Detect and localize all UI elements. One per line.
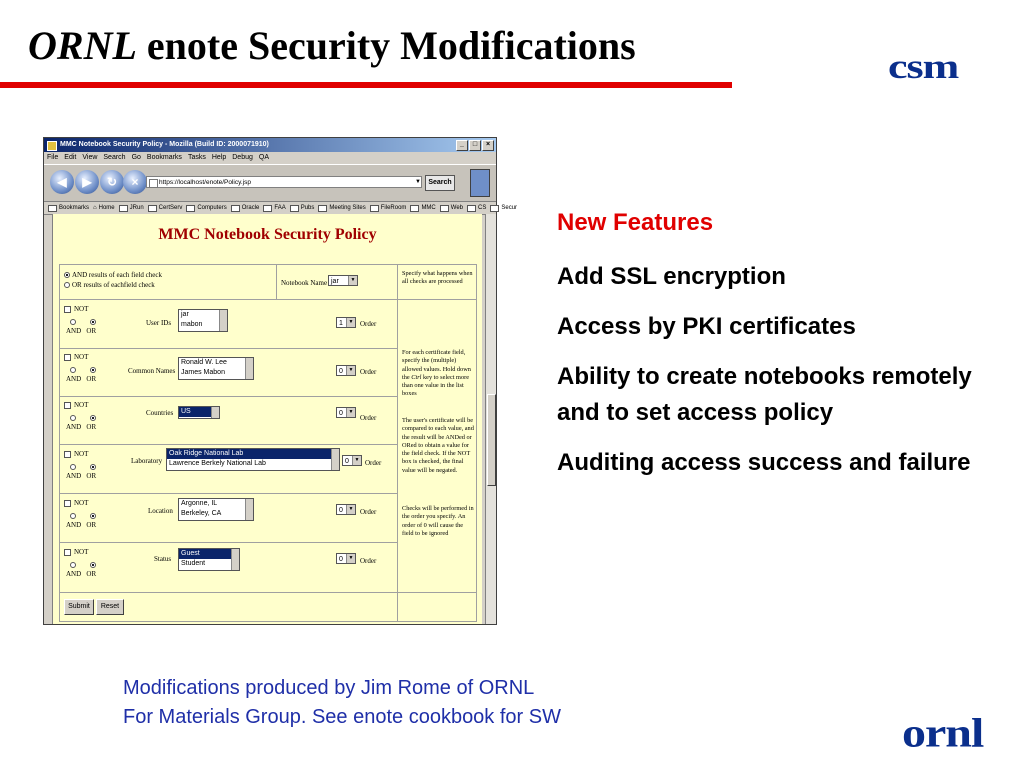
radio-icon: [90, 319, 96, 325]
not-checkbox[interactable]: [64, 499, 88, 507]
back-icon[interactable]: ◀: [50, 170, 74, 194]
bookmark-item[interactable]: [263, 202, 285, 214]
radio-icon: [70, 464, 76, 470]
list-option[interactable]: jar: [181, 311, 189, 318]
radio-icon: [90, 562, 96, 568]
list-option[interactable]: US: [179, 407, 219, 417]
combine-or-label: OR results of eachfield check: [72, 281, 155, 289]
and-label: AND: [66, 375, 82, 383]
bookmark-label: CertServ: [158, 205, 183, 211]
or-label: OR: [86, 472, 97, 480]
row-divider: [60, 592, 476, 593]
checkbox-icon: [64, 500, 71, 507]
order-value: 1: [339, 320, 343, 327]
or-label: OR: [86, 570, 97, 578]
bookmark-label: Bookmarks: [59, 205, 90, 211]
folder-icon: [48, 205, 57, 212]
features-heading: New Features: [557, 209, 714, 236]
folder-icon: [119, 205, 128, 212]
menu-search[interactable]: Search: [103, 154, 126, 161]
folder-icon: [490, 205, 499, 212]
throbber-icon: [470, 169, 490, 197]
menu-file[interactable]: File: [47, 154, 59, 161]
mozilla-icon: [47, 141, 57, 151]
bookmark-label: Pubs: [300, 205, 315, 211]
reload-icon[interactable]: ↻: [100, 170, 124, 194]
order-value: 0: [339, 368, 343, 375]
page-icon: [149, 179, 158, 188]
folder-icon: [231, 205, 240, 212]
folder-icon: [467, 205, 476, 212]
not-label: NOT: [74, 499, 89, 507]
help-text: key to select more than one value in the list boxes: [402, 373, 469, 398]
csm-logo: csm: [888, 46, 959, 86]
and-label: AND: [66, 423, 82, 431]
and-label: AND: [66, 570, 82, 578]
order-label: Order: [365, 459, 382, 467]
maximize-button[interactable]: □: [469, 140, 481, 151]
and-or-labels: [66, 375, 96, 383]
menu-qa[interactable]: QA: [258, 154, 270, 161]
checkbox-icon: [64, 549, 71, 556]
and-or-radios[interactable]: [70, 561, 98, 569]
chevron-down-icon: ▼: [346, 505, 355, 514]
minimize-button[interactable]: _: [456, 140, 468, 151]
row-divider: [60, 396, 397, 397]
scrollbar[interactable]: [331, 449, 339, 470]
checkbox-icon: [64, 402, 71, 409]
menu-view[interactable]: View: [82, 154, 98, 161]
or-label: OR: [86, 327, 97, 335]
values-listbox[interactable]: [178, 309, 228, 332]
list-option[interactable]: mabon: [181, 321, 203, 328]
list-option[interactable]: Lawrence Berkely National Lab: [169, 460, 266, 467]
bookmark-item[interactable]: [290, 202, 315, 214]
not-label: NOT: [74, 450, 89, 458]
list-option[interactable]: Guest: [179, 549, 239, 559]
and-or-radios[interactable]: [70, 318, 98, 326]
url-field[interactable]: [146, 176, 422, 188]
bookmark-item[interactable]: [370, 202, 407, 214]
policy-title: MMC Notebook Security Policy: [158, 226, 377, 243]
menu-bar: [44, 152, 496, 164]
scrollbar[interactable]: [231, 549, 239, 570]
folder-icon: [440, 205, 449, 212]
column-divider: [397, 265, 398, 621]
scrollbar[interactable]: [245, 499, 253, 520]
combine-or-option[interactable]: [64, 281, 155, 289]
feature-item: Auditing access success and failure: [557, 449, 971, 476]
order-select[interactable]: [342, 455, 362, 466]
window-title: MMC Notebook Security Policy - Mozilla (Build ID: 2000071910): [60, 141, 269, 148]
list-option[interactable]: Ronald W. Lee: [181, 359, 227, 366]
help-text-compare: The user's certificate will be compared to each value, and the result will be ANDed or ORed to obtain a value for the field check. If the NOT box is checked, the final value will be negated.: [402, 417, 474, 474]
navigation-toolbar: [44, 164, 496, 202]
stop-icon[interactable]: ×: [123, 170, 147, 194]
list-option[interactable]: Argonne, IL: [181, 500, 218, 507]
submit-button[interactable]: Submit: [64, 599, 94, 615]
credits-line: For Materials Group. See enote cookbook for SW: [123, 706, 561, 728]
chevron-down-icon: ▼: [346, 366, 355, 375]
order-value: 0: [345, 458, 349, 465]
features-list: [557, 205, 997, 495]
field-label: Common Names: [128, 367, 176, 375]
bookmark-label: JRun: [129, 205, 144, 211]
field-label: Countries: [146, 409, 174, 417]
and-or-radios[interactable]: [70, 414, 98, 422]
row-divider: [60, 542, 397, 543]
not-label: NOT: [74, 401, 89, 409]
notebook-name-value: jar: [331, 278, 339, 285]
chevron-down-icon: ▼: [346, 554, 355, 563]
and-label: AND: [66, 521, 82, 529]
scrollbar[interactable]: [219, 310, 227, 331]
bookmark-item[interactable]: [440, 202, 463, 214]
search-button[interactable]: Search: [425, 175, 455, 191]
bookmark-item[interactable]: [410, 202, 435, 214]
field-label: User IDs: [146, 319, 172, 327]
radio-icon: [64, 282, 70, 288]
list-option[interactable]: Berkeley, CA: [181, 510, 222, 517]
forward-icon[interactable]: ▶: [75, 170, 99, 194]
bookmark-item[interactable]: [467, 202, 486, 214]
not-checkbox[interactable]: [64, 305, 88, 313]
bookmark-item[interactable]: [490, 202, 517, 214]
column-divider: [276, 265, 277, 299]
feature-item: Access by PKI certificates: [557, 313, 856, 340]
title-underline: [0, 82, 732, 88]
chevron-down-icon: ▼: [346, 408, 355, 417]
order-select[interactable]: [336, 317, 356, 328]
bookmark-item[interactable]: [93, 202, 115, 214]
radio-icon: [70, 415, 76, 421]
values-listbox[interactable]: [178, 498, 254, 521]
radio-icon: [90, 513, 96, 519]
help-text-order: Checks will be performed in the order you specify. An order of 0 will cause the field to be ignored: [402, 505, 474, 537]
folder-icon: [410, 205, 419, 212]
radio-icon: [70, 562, 76, 568]
bookmark-item[interactable]: [186, 202, 226, 214]
bookmark-label: MMC: [421, 205, 436, 211]
radio-icon: [64, 272, 70, 278]
not-label: NOT: [74, 548, 89, 556]
order-select[interactable]: [336, 553, 356, 564]
menu-help[interactable]: Help: [211, 154, 227, 161]
bookmark-label: CS: [478, 205, 487, 211]
and-or-labels: [66, 327, 96, 335]
values-listbox[interactable]: [178, 548, 240, 571]
bookmark-label: Meeting Sites: [329, 205, 366, 211]
list-option[interactable]: James Mabon: [181, 369, 225, 376]
bookmark-item[interactable]: [318, 202, 365, 214]
feature-item: Add SSL encryption: [557, 263, 786, 290]
notebook-name-select[interactable]: [328, 275, 358, 286]
checkbox-icon: [64, 306, 71, 313]
order-value: 0: [339, 507, 343, 514]
order-label: Order: [360, 508, 377, 516]
folder-icon: [148, 205, 157, 212]
and-or-radios[interactable]: [70, 366, 98, 374]
and-or-radios[interactable]: [70, 512, 98, 520]
not-checkbox[interactable]: [64, 353, 88, 361]
or-label: OR: [86, 521, 97, 529]
folder-icon: [290, 205, 299, 212]
row-divider: [60, 348, 397, 349]
bookmark-label: Web: [450, 205, 464, 211]
process-note: Specify what happens when all checks are processed: [402, 270, 473, 286]
folder-icon: [318, 205, 327, 212]
policy-form: [59, 264, 477, 622]
checkbox-icon: [64, 451, 71, 458]
reset-button[interactable]: Reset: [96, 599, 124, 615]
and-or-labels: [66, 521, 96, 529]
scrollbar-thumb[interactable]: [487, 394, 496, 486]
not-label: NOT: [74, 353, 89, 361]
bookmark-label: FAA: [274, 205, 286, 211]
folder-icon: [263, 205, 272, 212]
list-option[interactable]: Oak Ridge National Lab: [167, 449, 339, 459]
slide-title-text: enote Security Modifications: [136, 23, 636, 68]
order-label: Order: [360, 320, 377, 328]
folder-icon: [370, 205, 379, 212]
close-button[interactable]: ×: [482, 140, 494, 151]
chevron-down-icon: ▼: [348, 276, 357, 285]
menu-bookmarks[interactable]: Bookmarks: [146, 154, 182, 161]
values-listbox[interactable]: [178, 406, 220, 419]
bookmark-label: Computers: [197, 205, 227, 211]
order-label: Order: [360, 557, 377, 565]
not-checkbox[interactable]: [64, 450, 88, 458]
order-select[interactable]: [336, 407, 356, 418]
chevron-down-icon: ▼: [346, 318, 355, 327]
radio-icon: [70, 319, 76, 325]
credits-line: Modifications produced by Jim Rome of ORNL: [123, 677, 535, 699]
order-label: Order: [360, 414, 377, 422]
menu-go[interactable]: Go: [131, 154, 141, 161]
window-titlebar: [44, 138, 496, 152]
values-listbox[interactable]: [178, 357, 254, 380]
radio-icon: [90, 415, 96, 421]
radio-icon: [70, 513, 76, 519]
and-or-labels: [66, 570, 96, 578]
field-label: Location: [148, 507, 173, 515]
browser-window: [43, 137, 518, 625]
and-label: AND: [66, 327, 82, 335]
radio-icon: [90, 367, 96, 373]
order-select[interactable]: [336, 504, 356, 515]
bookmark-item[interactable]: [231, 202, 260, 214]
row-divider: [60, 493, 397, 494]
or-label: OR: [86, 423, 97, 431]
bookmark-label: Secur: [501, 205, 518, 211]
and-or-radios[interactable]: [70, 463, 98, 471]
bookmark-label: Home: [98, 205, 115, 211]
credits: [123, 674, 561, 732]
radio-icon: [70, 367, 76, 373]
bookmark-item[interactable]: [48, 202, 89, 214]
home-icon: ⌂: [93, 205, 97, 211]
chevron-down-icon: ▼: [352, 456, 361, 465]
or-label: OR: [86, 375, 97, 383]
url-dropdown-icon[interactable]: ▼: [415, 179, 421, 185]
slide-title: [28, 22, 636, 69]
help-text-values: [402, 349, 474, 399]
and-or-labels: [66, 423, 96, 431]
field-label: Status: [154, 555, 172, 563]
bookmark-item[interactable]: [119, 202, 144, 214]
page-scrollbar[interactable]: [485, 214, 496, 624]
and-or-labels: [66, 472, 96, 480]
values-listbox[interactable]: [166, 448, 340, 471]
order-select[interactable]: [336, 365, 356, 376]
folder-icon: [186, 205, 195, 212]
scrollbar[interactable]: [245, 358, 253, 379]
notebook-name-label: Notebook Name: [281, 279, 328, 287]
row-divider: [60, 444, 397, 445]
radio-icon: [90, 464, 96, 470]
order-value: 0: [339, 556, 343, 563]
not-label: NOT: [74, 305, 89, 313]
not-checkbox[interactable]: [64, 548, 88, 556]
bookmark-label: Oracle: [241, 205, 260, 211]
ornl-logo: ornl: [902, 710, 984, 756]
help-ctrl-key: Ctrl: [411, 373, 422, 381]
url-text: https://localhost/enote/Policy.jsp: [159, 179, 252, 186]
bookmark-label: FileRoom: [380, 205, 407, 211]
and-label: AND: [66, 472, 82, 480]
checkbox-icon: [64, 354, 71, 361]
bookmark-item[interactable]: [148, 202, 183, 214]
combine-and-label: AND results of each field check: [72, 271, 162, 279]
menu-edit[interactable]: Edit: [64, 154, 77, 161]
page-content: [52, 214, 482, 624]
slide-title-ornl: ORNL: [28, 23, 137, 68]
order-value: 0: [339, 410, 343, 417]
not-checkbox[interactable]: [64, 401, 88, 409]
scrollbar[interactable]: [211, 407, 219, 418]
help-text: For each certificate field, specify the (multiple) allowed values. Hold down the: [402, 349, 471, 381]
list-option[interactable]: Student: [181, 560, 206, 567]
order-label: Order: [360, 368, 377, 376]
menu-tasks[interactable]: Tasks: [187, 154, 206, 161]
field-label: Laboratory: [131, 457, 163, 465]
menu-debug[interactable]: Debug: [232, 154, 253, 161]
feature-item: Ability to create notebooks remotely and to set access policy: [557, 363, 972, 426]
combine-and-option[interactable]: [64, 271, 162, 279]
row-divider: [60, 299, 476, 300]
